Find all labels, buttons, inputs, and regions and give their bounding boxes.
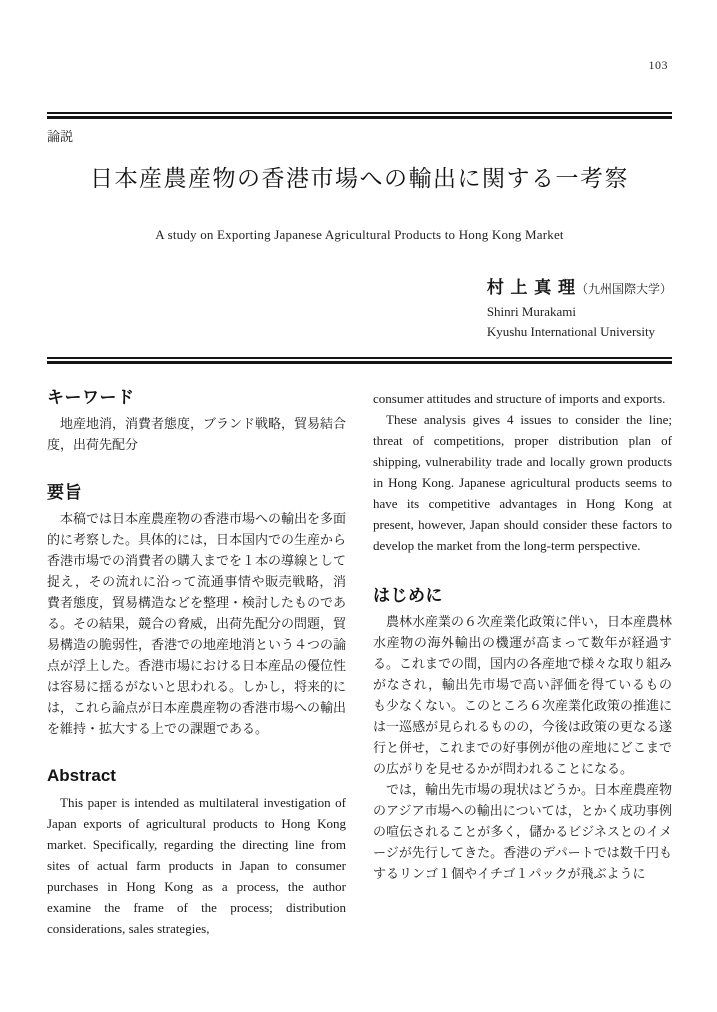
page-number: 103 [648, 58, 668, 72]
summary-heading-ja: 要旨 [47, 483, 82, 502]
introduction-heading: はじめに [373, 586, 443, 605]
article-category-label: 論説 [47, 129, 74, 144]
author-name-ja: 村 上 真 理 [486, 278, 576, 297]
author-affiliation-en: Kyushu International University [486, 324, 656, 339]
author-block [487, 277, 672, 342]
rule-thick [47, 116, 672, 120]
keywords-text: 地産地消，消費者態度，ブランド戦略，貿易結合度，出荷先配分 [47, 416, 347, 452]
author-name-en: Shinri Murakami [486, 304, 576, 319]
abstract-continuation-fragment: consumer attitudes and structure of imports and exports. [373, 391, 666, 406]
rule-thick [47, 361, 672, 365]
article-title-en: A study on Exporting Japanese Agricultural Products to Hong Kong Market [155, 227, 564, 242]
author-line-ja [487, 277, 672, 300]
author-affiliation-ja: （九州国際大学） [575, 282, 672, 296]
header-bottom-double-rule [47, 357, 672, 364]
abstract-heading-en: Abstract [47, 766, 116, 785]
keywords-heading: キーワード [47, 388, 135, 407]
header-top-double-rule [47, 112, 672, 119]
right-column [373, 383, 672, 939]
summary-text-ja: 本稿では日本産農産物の香港市場への輸出を多面的に考察した。具体的には，日本国内での生産から香港市場での消費者の購入までを１本の導線として捉え，その流れに沿って流通事情や販売戦略，消費者態度，貿易構造などを整理・検討したものである。その結果，競合の脅威，出荷先配分の問題，貿易構造の脆弱性，香港での地産地消という４つの論点が浮上した。香港市場における日本産品の優位性は容易に揺るがないと思われる。しかし，将来的には，これら論点が日本産農産物の香港市場への輸出を維持・拡大する上での課題である。 [47, 511, 347, 736]
introduction-paragraph-1: 農林水産業の６次産業化政策に伴い，日本産農林水産物の海外輸出の機運が高まって数年が経過する。これまでの間，国内の各産地で様々な取り組みがなされ，輸出先市場で高い評価を得ているものも少なくない。このところ６次産業化政策の推進には一巡感が見られるものの，今後は政策の更なる遂行と併せ，これまでの好事例が他の産地にどこまでの広がりを見せるかが問われることになる。 [373, 614, 673, 776]
abstract-continuation-paragraph: These analysis gives 4 issues to consider the line; threat of competitions, proper distribution plan of shipping, vulnerability trade and locally grown products in Hong Kong. Japanese agricultural products seems to have its competitive advantages in Hong Kong at present, however, Japan should consider these factors to develop the market from the long-term perspective. [373, 412, 672, 553]
left-column [47, 383, 346, 939]
abstract-text-en: This paper is intended as multilateral investigation of Japan exports of agricultural products to Hong Kong market. Specifically, regarding the directing line from sites of actual farm products in Japan to consumer purchases in Hong Kong as a process, the author examine the frame of the process; distribution considerations, sales strategies, [47, 795, 346, 936]
two-column-body [47, 383, 672, 939]
article-title-ja: 日本産農産物の香港市場への輸出に関する一考察 [90, 166, 629, 191]
introduction-paragraph-2: では，輸出先市場の現状はどうか。日本産農産物のアジア市場への輸出については，とかく成功事例の喧伝されることが多く，儲かるビジネスとのイメージが先行してきた。香港のデパートでは数千円もするリンゴ１個やイチゴ１パックが飛ぶように [373, 782, 673, 881]
